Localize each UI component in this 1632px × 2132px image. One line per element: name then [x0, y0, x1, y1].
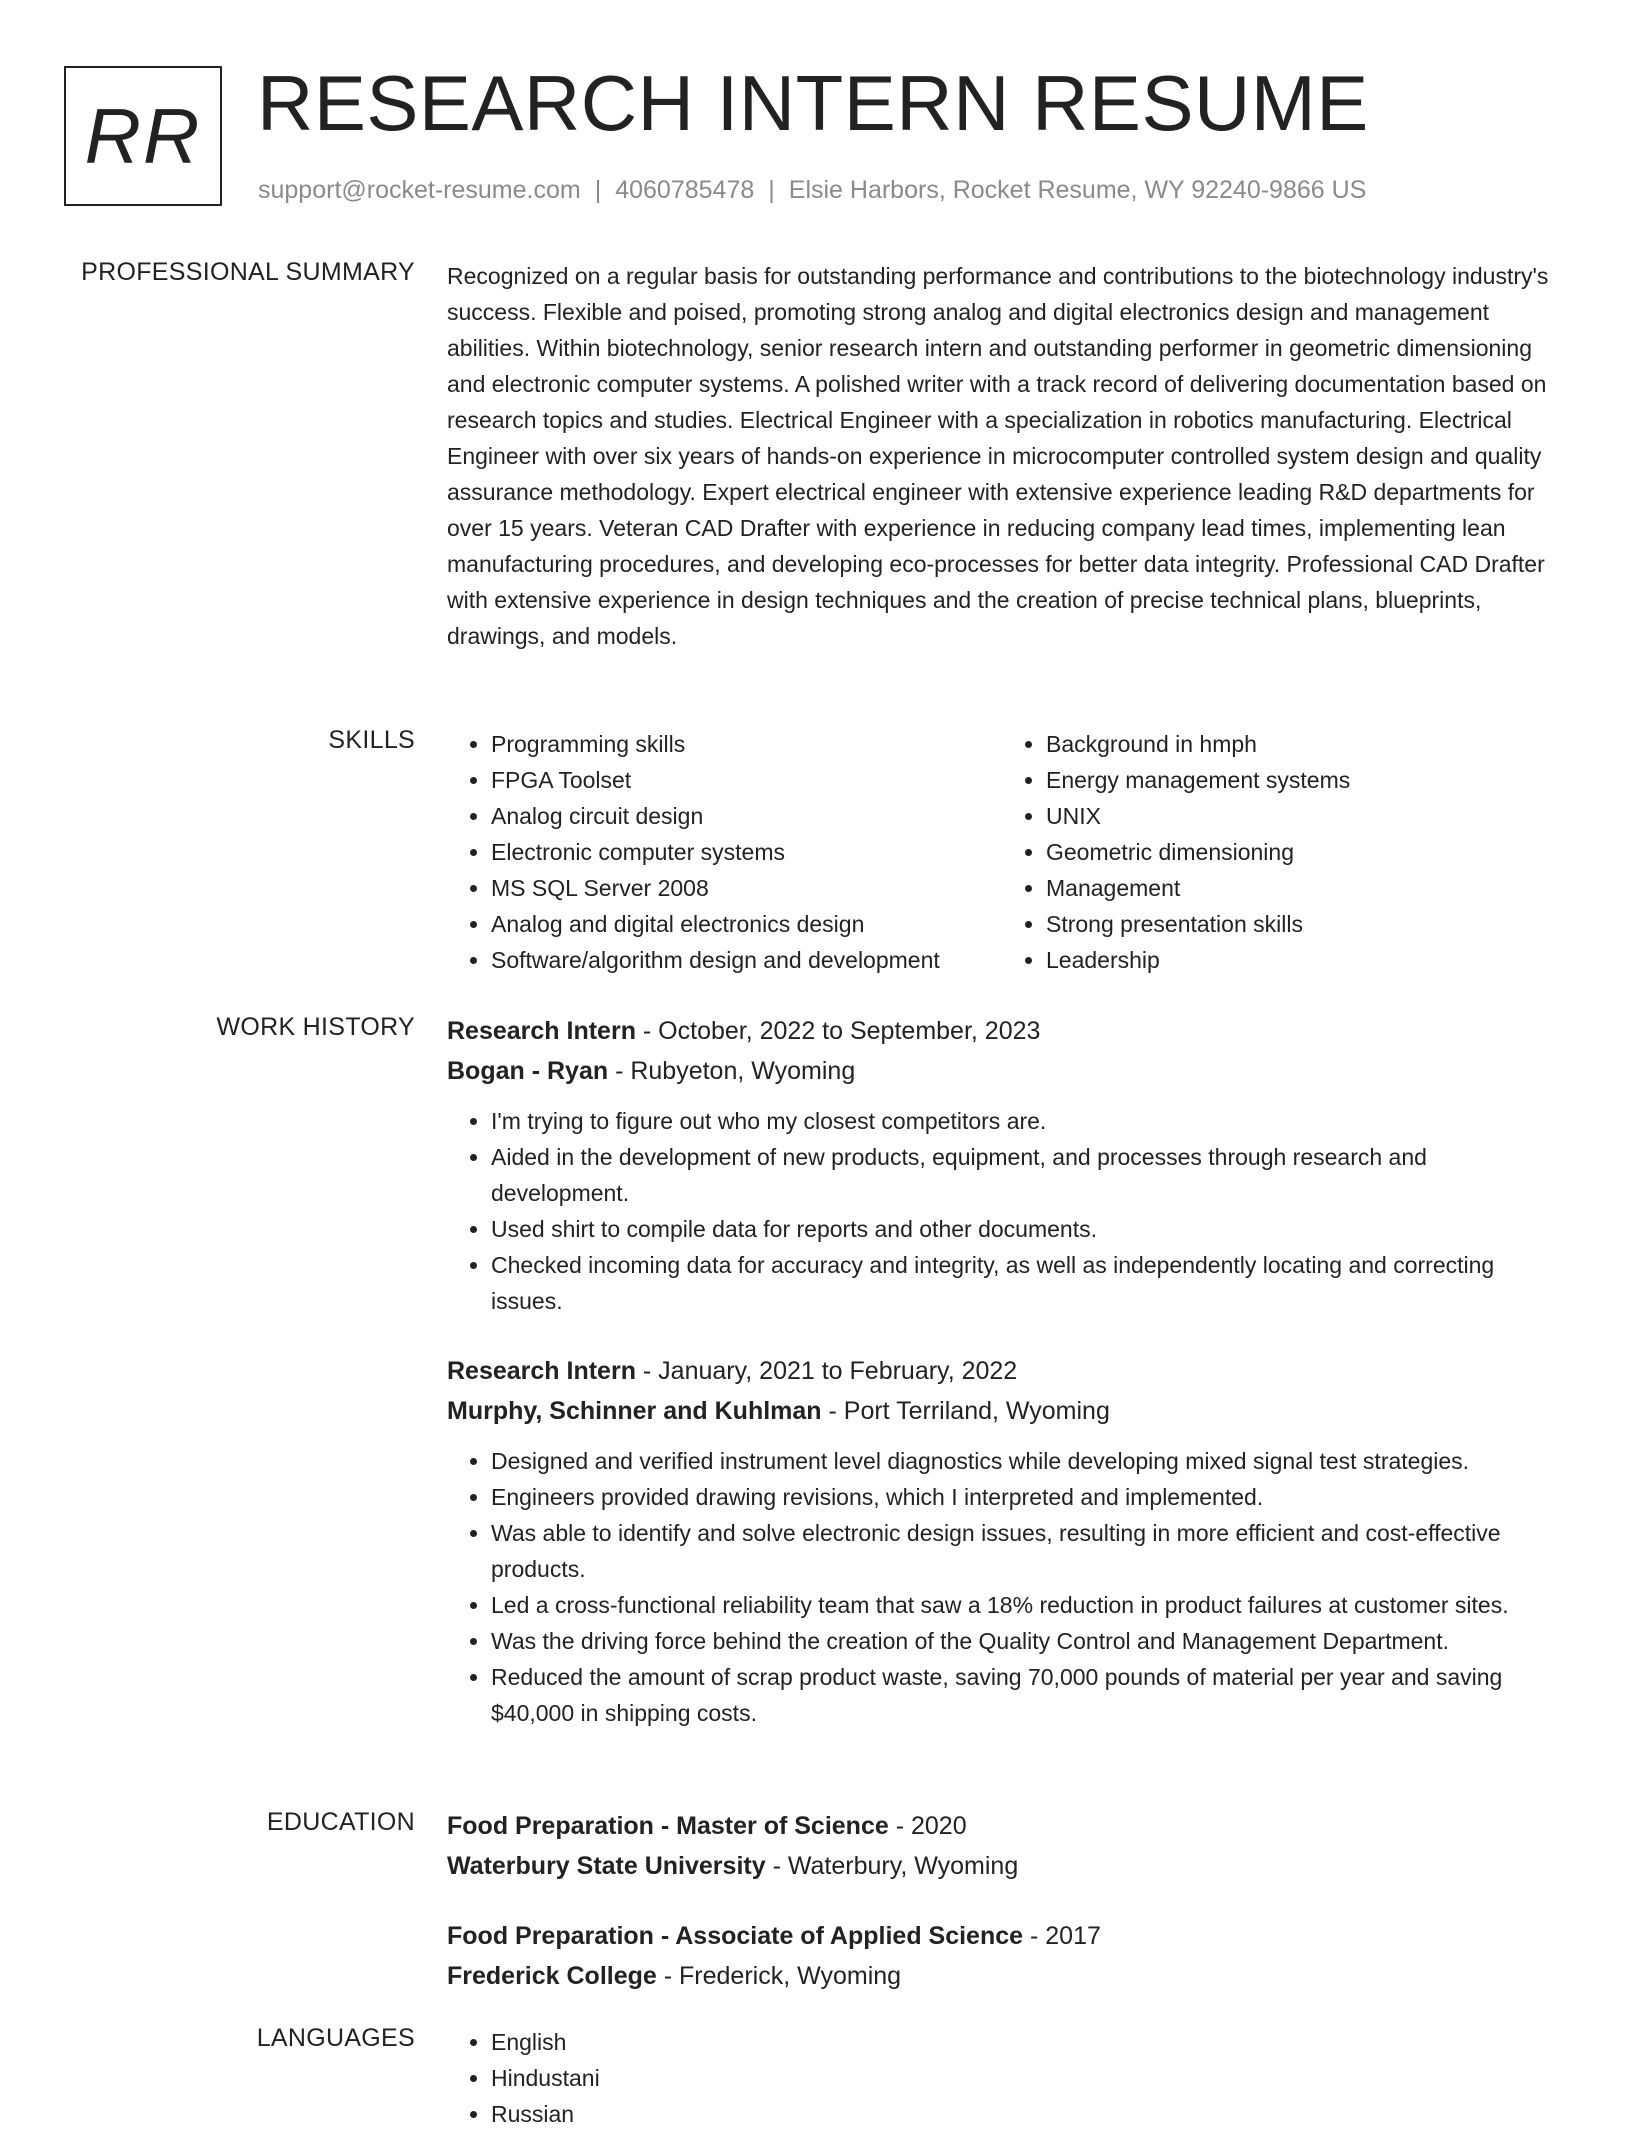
education-location: - Waterbury, Wyoming — [765, 1852, 1019, 1880]
skill-item: • Background in hmph — [1046, 726, 1557, 762]
section-label-languages: LANGUAGES — [256, 2024, 415, 2052]
section-label-work-history: WORK HISTORY — [216, 1013, 415, 1041]
education-year: - 2020 — [888, 1812, 967, 1840]
job-bullet: • Aided in the development of new products, equipment, and processes through research and development. — [491, 1139, 1557, 1211]
job-location: - Port Terriland, Wyoming — [821, 1397, 1110, 1425]
job-bullet: • Led a cross-functional reliability team that saw a 18% reduction in product failures at customer sites. — [491, 1587, 1557, 1623]
job-bullet: • Checked incoming data for accuracy and integrity, as well as independently locating and correcting issues. — [491, 1247, 1557, 1319]
skill-item: • Analog circuit design — [491, 798, 1002, 834]
contact-separator: | — [768, 176, 775, 204]
skills-content — [447, 726, 1557, 978]
skill-item: • FPGA Toolset — [491, 762, 1002, 798]
job-location: - Rubyeton, Wyoming — [608, 1057, 856, 1085]
skill-item: • Geometric dimensioning — [1046, 834, 1557, 870]
education-school: Frederick College — [447, 1962, 657, 1990]
job-company-line — [447, 1051, 1557, 1091]
education-school-line — [447, 1846, 1557, 1886]
skill-item: • Analog and digital electronics design — [491, 906, 1002, 942]
monogram-logo: RR — [64, 66, 222, 206]
education-entry — [447, 1916, 1557, 1996]
section-label-summary: PROFESSIONAL SUMMARY — [81, 258, 415, 286]
job-company: Bogan - Ryan — [447, 1057, 609, 1085]
contact-email: support@rocket-resume.com — [258, 176, 581, 204]
summary-text: Recognized on a regular basis for outstanding performance and contributions to the biotechnology industry's success. Flexible and poised, promoting strong analog and digital electronics design and management abilities. Within biotechnology, senior research intern and outstanding performer in geometric dimensioning and electronic computer systems. A polished writer with a track record of delivering documentation based on research topics and studies. Electrical Engineer with a specialization in robotics manufacturing. Electrical Engineer with over six years of hands-on experience in microcomputer controlled system design and quality assurance methodology. Expert electrical engineer with extensive experience leading R&D departments for over 15 years. Veteran CAD Drafter with experience in reducing company lead times, implementing lean manufacturing procedures, and developing eco-processes for better data integrity. Professional CAD Drafter with extensive experience in design techniques and the creation of precise technical plans, blueprints, drawings, and models. — [447, 263, 1549, 649]
contact-separator: | — [594, 176, 602, 204]
job-company-line — [447, 1391, 1557, 1431]
section-label-education: EDUCATION — [266, 1808, 415, 1836]
job-bullet: • I'm trying to figure out who my closest competitors are. — [491, 1103, 1557, 1139]
skill-item: • Strong presentation skills — [1046, 906, 1557, 942]
languages-list — [447, 2024, 1557, 2132]
job-company: Murphy, Schinner and Kuhlman — [447, 1397, 822, 1425]
job-bullets — [447, 1443, 1557, 1731]
job-title-line — [447, 1351, 1557, 1391]
job-bullets — [447, 1103, 1557, 1319]
job-bullet: • Used shirt to compile data for reports and other documents. — [491, 1211, 1557, 1247]
job-bullet: • Reduced the amount of scrap product waste, saving 70,000 pounds of material per year and saving $40,000 in shipping costs. — [491, 1659, 1557, 1731]
education-degree-line — [447, 1806, 1557, 1846]
contact-phone: 4060785478 — [615, 176, 755, 204]
job-bullet: • Was able to identify and solve electronic design issues, resulting in more efficient and cost-effective products. — [491, 1515, 1557, 1587]
job-title: Research Intern — [447, 1017, 636, 1045]
skill-item: • Management — [1046, 870, 1557, 906]
education-entry — [447, 1806, 1557, 1886]
skills-list-right — [1002, 726, 1557, 978]
job-dates: - October, 2022 to September, 2023 — [635, 1017, 1041, 1045]
page-title: RESEARCH INTERN RESUME — [257, 59, 1369, 147]
education-degree: Food Preparation - Associate of Applied Science — [447, 1922, 1024, 1950]
job-entry — [447, 1351, 1557, 1731]
education-school-line — [447, 1956, 1557, 1996]
work-history-content — [447, 1011, 1557, 1761]
skill-item: • UNIX — [1046, 798, 1557, 834]
education-year: - 2017 — [1023, 1922, 1101, 1950]
skill-item: • Software/algorithm design and development — [491, 942, 1002, 978]
language-item: • Russian — [491, 2096, 1557, 2132]
language-item: • English — [491, 2024, 1557, 2060]
skill-item: • Programming skills — [491, 726, 1002, 762]
skills-list-left — [447, 726, 1002, 978]
contact-line — [258, 176, 1366, 205]
education-content — [447, 1806, 1557, 2026]
summary-content — [447, 258, 1557, 654]
job-title: Research Intern — [447, 1357, 636, 1385]
job-bullet: • Engineers provided drawing revisions, which I interpreted and implemented. — [491, 1479, 1557, 1515]
job-bullet: • Designed and verified instrument level diagnostics while developing mixed signal test strategies. — [491, 1443, 1557, 1479]
language-item: • Hindustani — [491, 2060, 1557, 2096]
skill-item: • Energy management systems — [1046, 762, 1557, 798]
skill-item: • Leadership — [1046, 942, 1557, 978]
skill-item: • Electronic computer systems — [491, 834, 1002, 870]
section-label-skills: SKILLS — [328, 726, 415, 754]
job-dates: - January, 2021 to February, 2022 — [635, 1357, 1018, 1385]
languages-content — [447, 2024, 1557, 2132]
job-title-line — [447, 1011, 1557, 1051]
education-degree: Food Preparation - Master of Science — [447, 1812, 889, 1840]
skill-item: • MS SQL Server 2008 — [491, 870, 1002, 906]
education-school: Waterbury State University — [447, 1852, 766, 1880]
job-bullet: • Was the driving force behind the creation of the Quality Control and Management Department. — [491, 1623, 1557, 1659]
contact-address: Elsie Harbors, Rocket Resume, WY 92240-9866 US — [788, 176, 1367, 204]
education-degree-line — [447, 1916, 1557, 1956]
education-location: - Frederick, Wyoming — [656, 1962, 902, 1990]
job-entry — [447, 1011, 1557, 1319]
